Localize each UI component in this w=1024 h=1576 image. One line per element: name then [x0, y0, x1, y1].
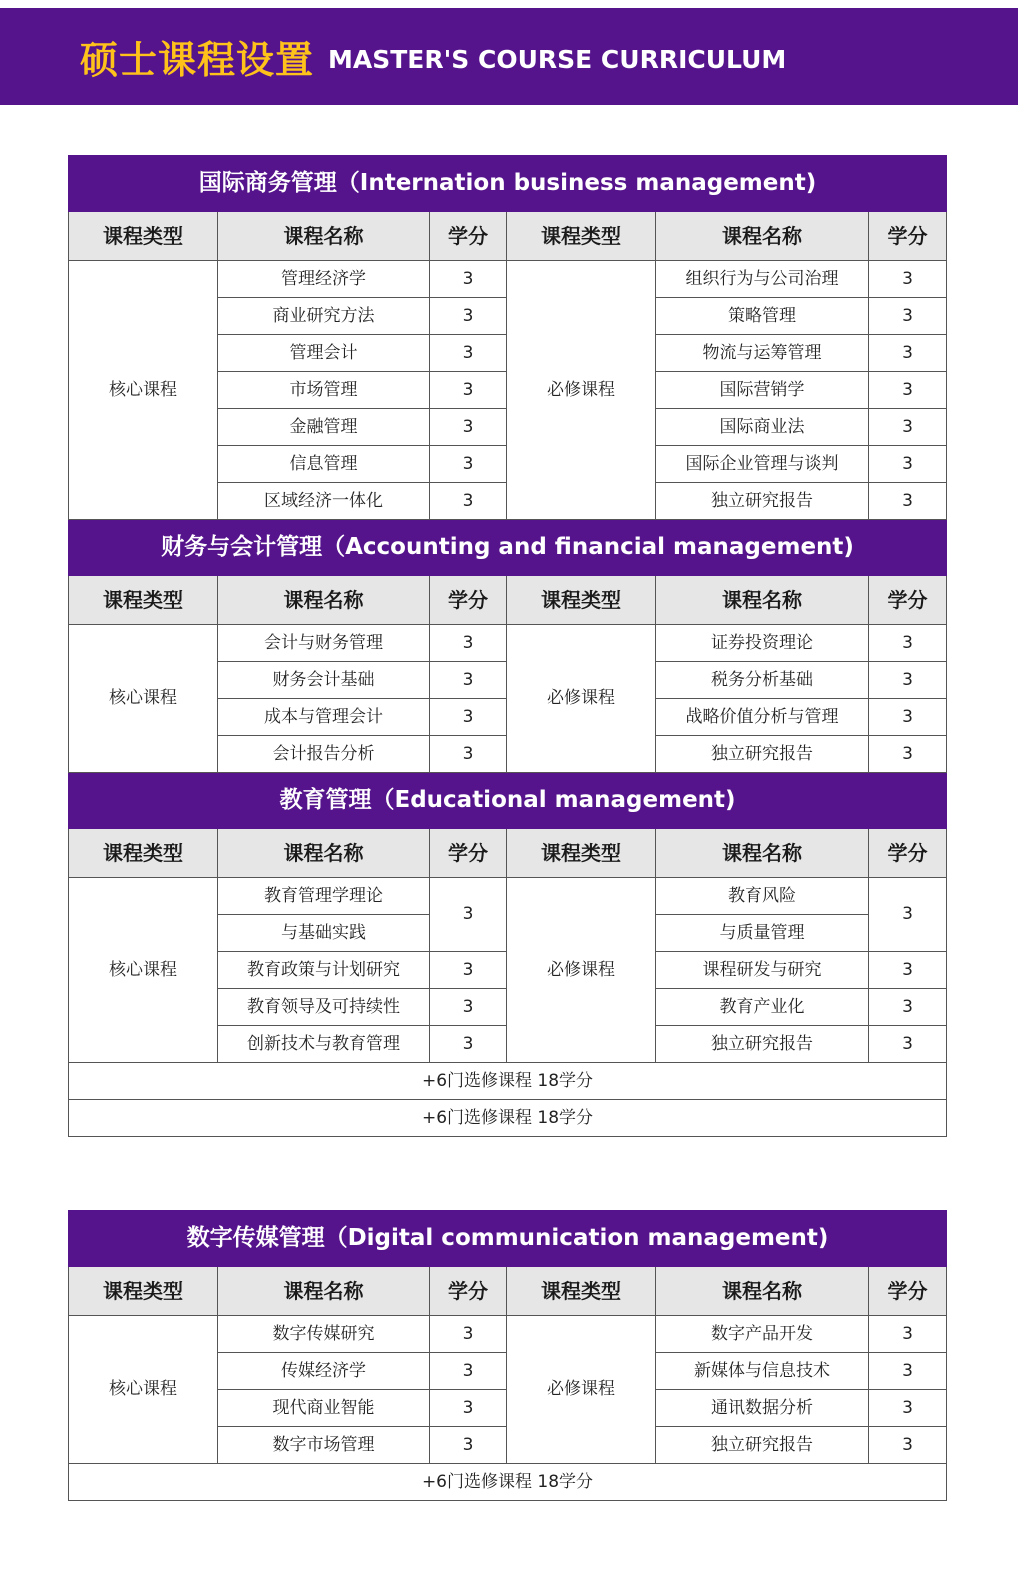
header-credit: 学分	[430, 1267, 507, 1316]
course-credit: 3	[430, 409, 507, 446]
header-name: 课程名称	[656, 576, 869, 625]
course-credit: 3	[869, 298, 947, 335]
course-name: 教育产业化	[656, 989, 869, 1026]
curriculum-table-main	[68, 155, 947, 1137]
course-name: 管理经济学	[218, 261, 430, 298]
header-credit: 学分	[430, 212, 507, 261]
course-credit: 3	[430, 989, 507, 1026]
course-name: 教育风险	[656, 878, 869, 915]
course-type-core: 核心课程	[69, 261, 218, 520]
course-name: 管理会计	[218, 335, 430, 372]
course-type-core: 核心课程	[69, 1316, 218, 1464]
course-name: 传媒经济学	[218, 1353, 430, 1390]
course-credit: 3	[869, 372, 947, 409]
course-credit: 3	[430, 952, 507, 989]
course-credit: 3	[430, 699, 507, 736]
course-credit: 3	[430, 298, 507, 335]
course-credit: 3	[869, 409, 947, 446]
course-credit: 3	[430, 736, 507, 773]
course-credit: 3	[869, 1427, 947, 1464]
program-title: 财务与会计管理（Accounting and financial management)	[69, 520, 947, 576]
course-credit: 3	[430, 1353, 507, 1390]
header-type: 课程类型	[69, 212, 218, 261]
course-name: 数字市场管理	[218, 1427, 430, 1464]
course-name: 国际商业法	[656, 409, 869, 446]
course-name: 策略管理	[656, 298, 869, 335]
course-credit: 3	[430, 335, 507, 372]
course-credit: 3	[430, 1390, 507, 1427]
header-credit: 学分	[869, 829, 947, 878]
course-credit: 3	[869, 261, 947, 298]
header-name: 课程名称	[656, 212, 869, 261]
course-name: 会计与财务管理	[218, 625, 430, 662]
course-credit: 3	[869, 699, 947, 736]
elective-note: +6门选修课程 18学分	[69, 1464, 947, 1501]
course-credit: 3	[869, 952, 947, 989]
header-type: 课程类型	[507, 212, 656, 261]
course-name: 区域经济一体化	[218, 483, 430, 520]
header-banner	[0, 8, 1018, 105]
banner-title-en: MASTER'S COURSE CURRICULUM	[328, 45, 787, 74]
course-credit: 3	[430, 446, 507, 483]
elective-note: +6门选修课程 18学分	[69, 1100, 947, 1137]
course-name: 商业研究方法	[218, 298, 430, 335]
course-credit: 3	[430, 483, 507, 520]
header-name: 课程名称	[218, 829, 430, 878]
header-name: 课程名称	[218, 576, 430, 625]
header-credit: 学分	[869, 212, 947, 261]
course-credit: 3	[869, 1026, 947, 1063]
course-credit: 3	[869, 878, 947, 952]
course-name: 教育领导及可持续性	[218, 989, 430, 1026]
header-row	[69, 576, 947, 625]
course-type-core: 核心课程	[69, 625, 218, 773]
course-name: 数字产品开发	[656, 1316, 869, 1353]
course-name: 独立研究报告	[656, 1026, 869, 1063]
course-credit: 3	[869, 625, 947, 662]
course-credit: 3	[869, 483, 947, 520]
course-type-required: 必修课程	[507, 1316, 656, 1464]
course-name: 财务会计基础	[218, 662, 430, 699]
header-type: 课程类型	[507, 829, 656, 878]
course-name: 现代商业智能	[218, 1390, 430, 1427]
program-title: 教育管理（Educational management)	[69, 773, 947, 829]
table-row	[69, 1316, 947, 1353]
course-name: 组织行为与公司治理	[656, 261, 869, 298]
course-name: 成本与管理会计	[218, 699, 430, 736]
course-name: 数字传媒研究	[218, 1316, 430, 1353]
course-credit: 3	[430, 1026, 507, 1063]
course-name: 物流与运筹管理	[656, 335, 869, 372]
course-credit: 3	[430, 625, 507, 662]
course-credit: 3	[430, 1316, 507, 1353]
course-credit: 3	[869, 1390, 947, 1427]
course-name: 课程研发与研究	[656, 952, 869, 989]
header-type: 课程类型	[507, 576, 656, 625]
course-type-required: 必修课程	[507, 261, 656, 520]
course-type-required: 必修课程	[507, 878, 656, 1063]
course-credit: 3	[869, 1353, 947, 1390]
course-name: 教育政策与计划研究	[218, 952, 430, 989]
header-row	[69, 212, 947, 261]
course-credit: 3	[869, 335, 947, 372]
course-name: 国际企业管理与谈判	[656, 446, 869, 483]
header-row	[69, 829, 947, 878]
course-name: 创新技术与教育管理	[218, 1026, 430, 1063]
header-name: 课程名称	[656, 1267, 869, 1316]
header-credit: 学分	[869, 1267, 947, 1316]
program-title: 国际商务管理（Internation business management)	[69, 156, 947, 212]
header-type: 课程类型	[69, 1267, 218, 1316]
header-type: 课程类型	[69, 829, 218, 878]
course-credit: 3	[430, 372, 507, 409]
header-name: 课程名称	[218, 1267, 430, 1316]
table-row	[69, 878, 947, 915]
header-type: 课程类型	[507, 1267, 656, 1316]
course-name: 会计报告分析	[218, 736, 430, 773]
course-credit: 3	[869, 662, 947, 699]
header-name: 课程名称	[218, 212, 430, 261]
course-name: 与质量管理	[656, 915, 869, 952]
header-credit: 学分	[430, 829, 507, 878]
header-credit: 学分	[869, 576, 947, 625]
course-name: 国际营销学	[656, 372, 869, 409]
course-credit: 3	[430, 1427, 507, 1464]
course-name: 金融管理	[218, 409, 430, 446]
table-row	[69, 625, 947, 662]
course-name: 信息管理	[218, 446, 430, 483]
course-credit: 3	[430, 261, 507, 298]
course-name: 独立研究报告	[656, 736, 869, 773]
banner-title-zh: 硕士课程设置	[80, 38, 315, 82]
course-type-core: 核心课程	[69, 878, 218, 1063]
course-credit: 3	[869, 1316, 947, 1353]
course-name: 证券投资理论	[656, 625, 869, 662]
course-name: 通讯数据分析	[656, 1390, 869, 1427]
course-credit: 3	[430, 878, 507, 952]
course-name: 税务分析基础	[656, 662, 869, 699]
course-name: 教育管理学理论	[218, 878, 430, 915]
header-credit: 学分	[430, 576, 507, 625]
course-name: 战略价值分析与管理	[656, 699, 869, 736]
curriculum-table-digital	[68, 1210, 947, 1501]
course-name: 独立研究报告	[656, 1427, 869, 1464]
header-name: 课程名称	[656, 829, 869, 878]
course-credit: 3	[869, 989, 947, 1026]
course-name: 与基础实践	[218, 915, 430, 952]
program-title: 数字传媒管理（Digital communication management)	[69, 1211, 947, 1267]
header-row	[69, 1267, 947, 1316]
course-name: 独立研究报告	[656, 483, 869, 520]
header-type: 课程类型	[69, 576, 218, 625]
elective-note: +6门选修课程 18学分	[69, 1063, 947, 1100]
course-name: 市场管理	[218, 372, 430, 409]
course-credit: 3	[430, 662, 507, 699]
table-row	[69, 261, 947, 298]
course-type-required: 必修课程	[507, 625, 656, 773]
course-credit: 3	[869, 446, 947, 483]
course-name: 新媒体与信息技术	[656, 1353, 869, 1390]
course-credit: 3	[869, 736, 947, 773]
